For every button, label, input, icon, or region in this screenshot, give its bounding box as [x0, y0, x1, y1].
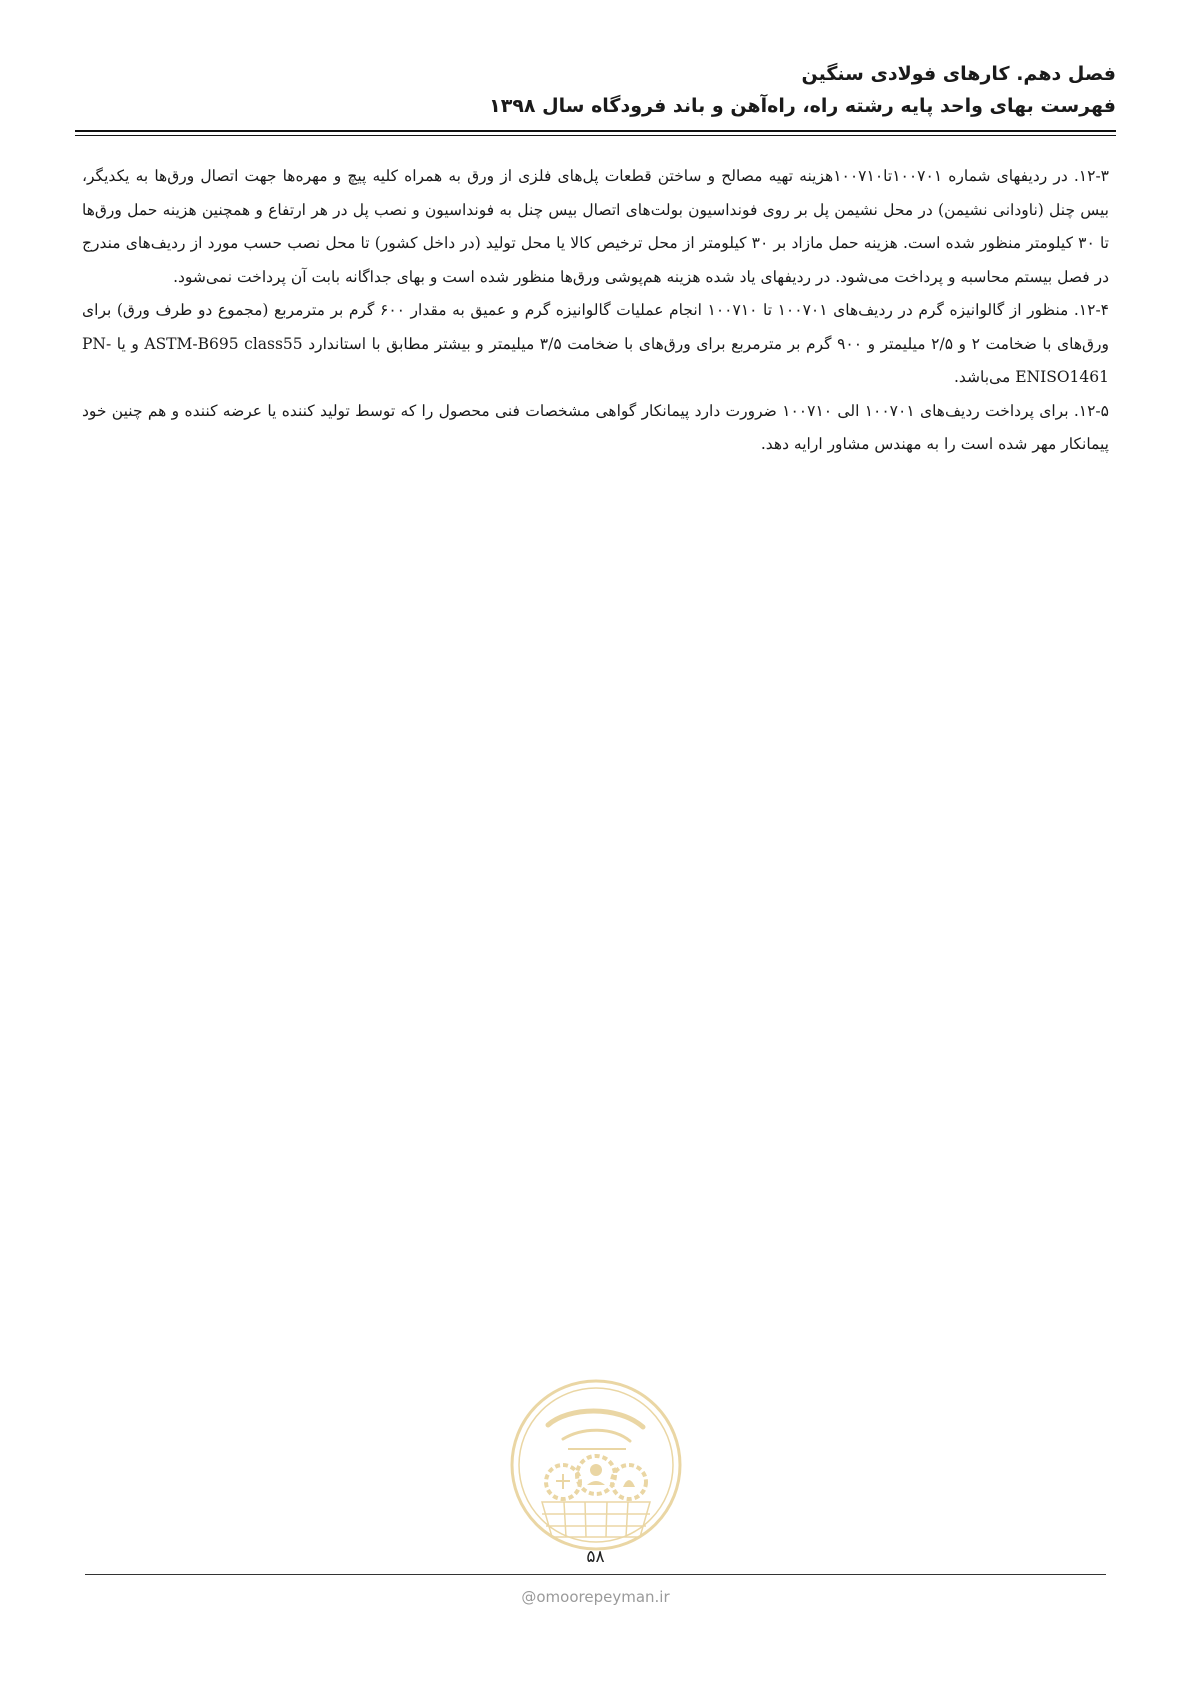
paragraph-12-5: ۱۲-۵. برای پرداخت ردیف‌های ۱۰۰۷۰۱ الی ۱۰۰۷۱۰ ضرورت دارد پیمانکار گواهی مشخصات فنی محصول را که توسط تولید کننده یا عرضه کننده و هم چنین خود پیمانکار مهر شده است را به مهندس مشاور ارایه دهد. — [82, 401, 1109, 453]
footer-rule — [85, 1574, 1106, 1575]
header-rule-thick — [75, 130, 1116, 132]
page-header — [75, 58, 1116, 122]
paragraph-12-4 — [82, 294, 1109, 395]
paragraph-12-4-text-middle: و یا — [111, 334, 145, 353]
footer-site-handle: @omoorepeyman.ir — [521, 1588, 670, 1606]
document-subtitle: فهرست بهای واحد پایه رشته راه، راه‌آهن و باند فرودگاه سال ۱۳۹۸ — [489, 95, 1116, 117]
chapter-title: فصل دهم. کارهای فولادی سنگین — [801, 63, 1116, 85]
paragraph-12-4-text-after: می‌باشد. — [953, 368, 1016, 386]
omoore-peyman-logo-watermark — [508, 1377, 684, 1553]
standard-pn-eniso: PN-ENISO1461 — [82, 334, 1109, 386]
paragraph-12-4-text-before: ۱۲-۴. منظور از گالوانیزه گرم در ردیف‌های ۱۰۰۷۰۱ تا ۱۰۰۷۱۰ انجام عملیات گالوانیزه گرم و عمیق به مقدار ۶۰۰ گرم بر مترمربع (مجموع دو طرف ورق) برای ورق‌های با ضخامت ۲ و ۲/۵ میلیمتر و ۹۰۰ گرم بر مترمربع برای ورق‌های با ضخامت ۳/۵ میلیمتر و بیشتر مطابق با استاندارد — [82, 301, 1110, 353]
page-number: ۵۸ — [586, 1547, 605, 1567]
header-rule-thin — [75, 135, 1116, 136]
paragraph-12-3: ۱۲-۳. در ردیفهای شماره ۱۰۰۷۰۱تا۱۰۰۷۱۰هزینه تهیه مصالح و ساختن قطعات پل‌های فلزی از ورق به همراه کلیه پیچ و مهره‌ها جهت اتصال ورق‌ها به یکدیگر، بیس چنل (ناودانی نشیمن) در محل نشیمن پل بر روی فونداسیون بولت‌های اتصال بیس چنل به فونداسیون و نصب پل در هر ارتفاع و همچنین هزینه حمل ورق‌ها تا ۳۰ کیلومتر منظور شده است. هزینه حمل مازاد بر ۳۰ کیلومتر از محل ترخیص کالا یا محل تولید (در داخل کشور) تا محل نصب حسب مورد از ردیف‌های مندرج در فصل بیستم محاسبه و پرداخت می‌شود. در ردیفهای یاد شده هزینه هم‌پوشی ورق‌ها منظور شده است و بهای جداگانه بابت آن پرداخت نمی‌شود. — [82, 167, 1110, 286]
standard-astm: ASTM-B695 class55 — [144, 334, 303, 353]
body-text — [82, 160, 1109, 462]
